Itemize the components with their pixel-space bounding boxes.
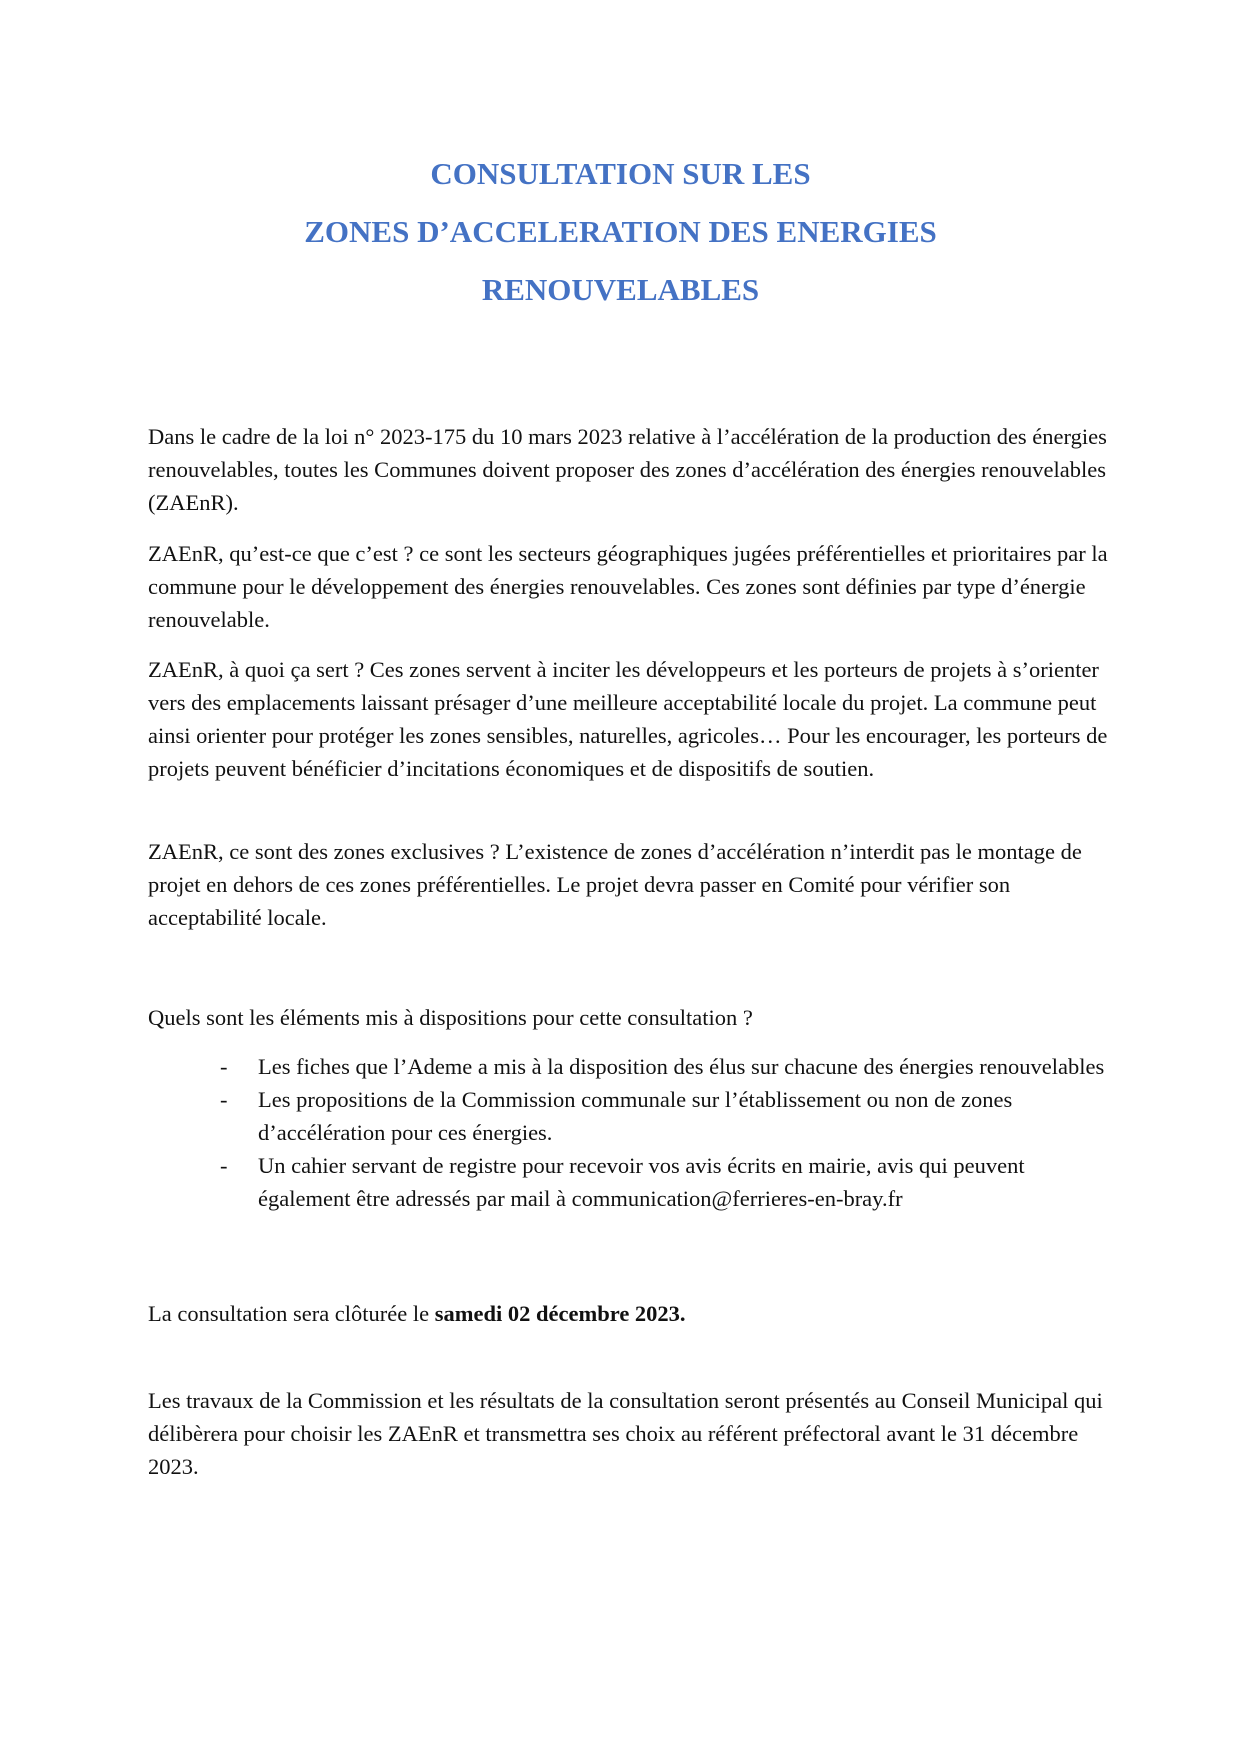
closing-paragraph [148, 1297, 1108, 1330]
intro-text: Dans le cadre de la loi n° 2023-175 du 10 mars 2023 relative à l’accélération de la production des énergies renouvelables, toutes les Communes doivent proposer des zones d’accélération des énergies renouvelables (ZAEnR). [148, 424, 1107, 515]
what-paragraph [148, 537, 1108, 636]
final-text: Les travaux de la Commission et les résultats de la consultation seront présentés au Conseil Municipal qui délibèrera pour choisir les ZAEnR et transmettra ses choix au référent préfectoral avant le 31 décembre 2023. [148, 1388, 1103, 1479]
question-text: Quels sont les éléments mis à dispositions pour cette consultation ? [148, 1005, 753, 1030]
list-item [148, 1083, 1108, 1149]
list-item [148, 1149, 1108, 1215]
intro-paragraph [148, 420, 1108, 519]
elements-list [148, 1050, 1108, 1215]
list-item-text: Les propositions de la Commission communale sur l’établissement ou non de zones d’accélération pour ces énergies. [258, 1087, 1013, 1145]
list-dash: - [220, 1054, 228, 1079]
list-item-text: Les fiches que l’Ademe a mis à la disposition des élus sur chacune des énergies renouvelables [258, 1054, 1105, 1079]
exclusive-paragraph [148, 835, 1108, 934]
what-text: ZAEnR, qu’est-ce que c’est ? ce sont les secteurs géographiques jugées préférentielles et prioritaires par la commune pour le développement des énergies renouvelables. Ces zones sont définies par type d’énergie renouvelable. [148, 541, 1108, 632]
title-line-3: RENOUVELABLES [481, 272, 760, 307]
title-line-1: CONSULTATION SUR LES [430, 156, 811, 191]
purpose-text: ZAEnR, à quoi ça sert ? Ces zones servent à inciter les développeurs et les porteurs de projets à s’orienter vers des emplacements laissant présager d’une meilleure acceptabilité locale du projet. La commune peut ainsi orienter pour protéger les zones sensibles, naturelles, agricoles… Pour les encourager, les porteurs de projets peuvent bénéficier d’incitations économiques et de dispositifs de soutien. [148, 657, 1108, 781]
title-line-2: ZONES D’ACCELERATION DES ENERGIES [304, 214, 937, 249]
list-dash: - [220, 1153, 228, 1178]
list-dash: - [220, 1087, 228, 1112]
document-title [0, 145, 1241, 319]
purpose-paragraph [148, 653, 1108, 785]
list-item-text: Un cahier servant de registre pour recevoir vos avis écrits en mairie, avis qui peuvent également être adressés par mail à communication@ferrieres-en-bray.fr [258, 1153, 1025, 1211]
final-paragraph [148, 1384, 1108, 1483]
closing-prefix: La consultation sera clôturée le [148, 1301, 435, 1326]
list-item [148, 1050, 1108, 1083]
closing-date: samedi 02 décembre 2023. [434, 1301, 686, 1326]
exclusive-text: ZAEnR, ce sont des zones exclusives ? L’existence de zones d’accélération n’interdit pas le montage de projet en dehors de ces zones préférentielles. Le projet devra passer en Comité pour vérifier son acceptabilité locale. [148, 839, 1082, 930]
question-paragraph [148, 1001, 1108, 1034]
closing-text [148, 1297, 1108, 1330]
